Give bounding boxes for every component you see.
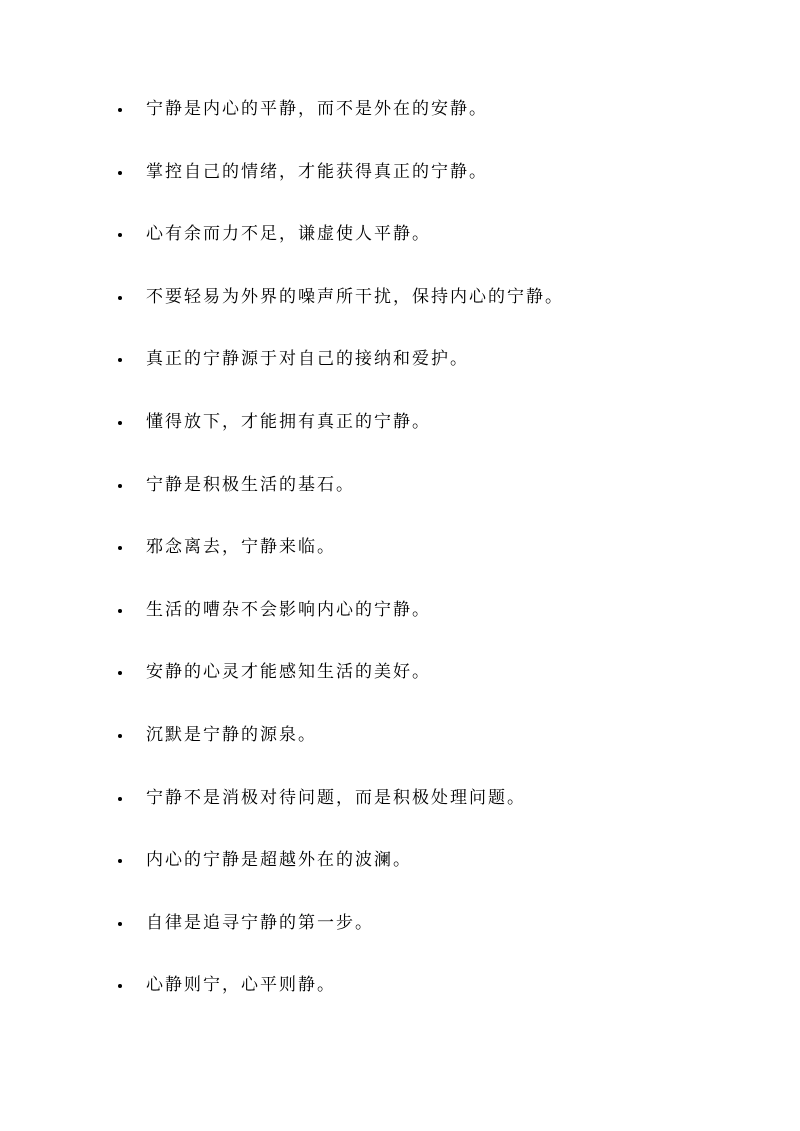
list-item <box>0 902 800 965</box>
list-item <box>0 777 800 840</box>
bullet-icon <box>118 421 122 425</box>
list-item <box>0 464 800 527</box>
quote-text: 心静则宁，心平则静。 <box>146 975 336 996</box>
bullet-icon <box>118 484 122 488</box>
list-item <box>0 88 800 151</box>
bullet-icon <box>118 358 122 362</box>
bullet-icon <box>118 859 122 863</box>
list-item <box>0 839 800 902</box>
list-item <box>0 151 800 214</box>
quote-text: 生活的嘈杂不会影响内心的宁静。 <box>146 599 431 620</box>
list-item <box>0 276 800 339</box>
list-item <box>0 401 800 464</box>
bullet-icon <box>118 296 122 300</box>
bullet-icon <box>118 171 122 175</box>
quote-text: 沉默是宁静的源泉。 <box>146 724 317 745</box>
quote-text: 宁静是内心的平静，而不是外在的安静。 <box>146 99 488 119</box>
bullet-icon <box>118 108 122 112</box>
quote-text: 宁静是积极生活的基石。 <box>146 474 355 495</box>
bullet-icon <box>118 546 122 550</box>
bullet-icon <box>118 734 122 738</box>
quote-text: 懂得放下，才能拥有真正的宁静。 <box>146 411 431 432</box>
bullet-icon <box>118 233 122 237</box>
list-item <box>0 714 800 777</box>
quote-text: 不要轻易为外界的噪声所干扰，保持内心的宁静。 <box>146 286 564 307</box>
list-item <box>0 526 800 589</box>
list-item <box>0 589 800 652</box>
quote-text: 真正的宁静源于对自己的接纳和爱护。 <box>146 349 469 370</box>
quote-text: 内心的宁静是超越外在的波澜。 <box>146 850 412 871</box>
quote-text: 安静的心灵才能感知生活的美好。 <box>146 662 431 683</box>
quote-text: 宁静不是消极对待问题，而是积极处理问题。 <box>146 787 526 808</box>
bullet-icon <box>118 797 122 801</box>
quote-text: 自律是追寻宁静的第一步。 <box>146 912 374 933</box>
quote-text: 心有余而力不足，谦虚使人平静。 <box>146 224 431 245</box>
list-item <box>0 964 800 1027</box>
list-item <box>0 651 800 714</box>
bullet-icon <box>118 922 122 926</box>
list-item <box>0 213 800 276</box>
bullet-icon <box>118 984 122 988</box>
bullet-icon <box>118 671 122 675</box>
quote-text: 掌控自己的情绪，才能获得真正的宁静。 <box>146 161 488 182</box>
quote-list <box>0 88 800 1027</box>
bullet-icon <box>118 609 122 613</box>
list-item <box>0 338 800 401</box>
quote-text: 邪念离去，宁静来临。 <box>146 537 336 558</box>
